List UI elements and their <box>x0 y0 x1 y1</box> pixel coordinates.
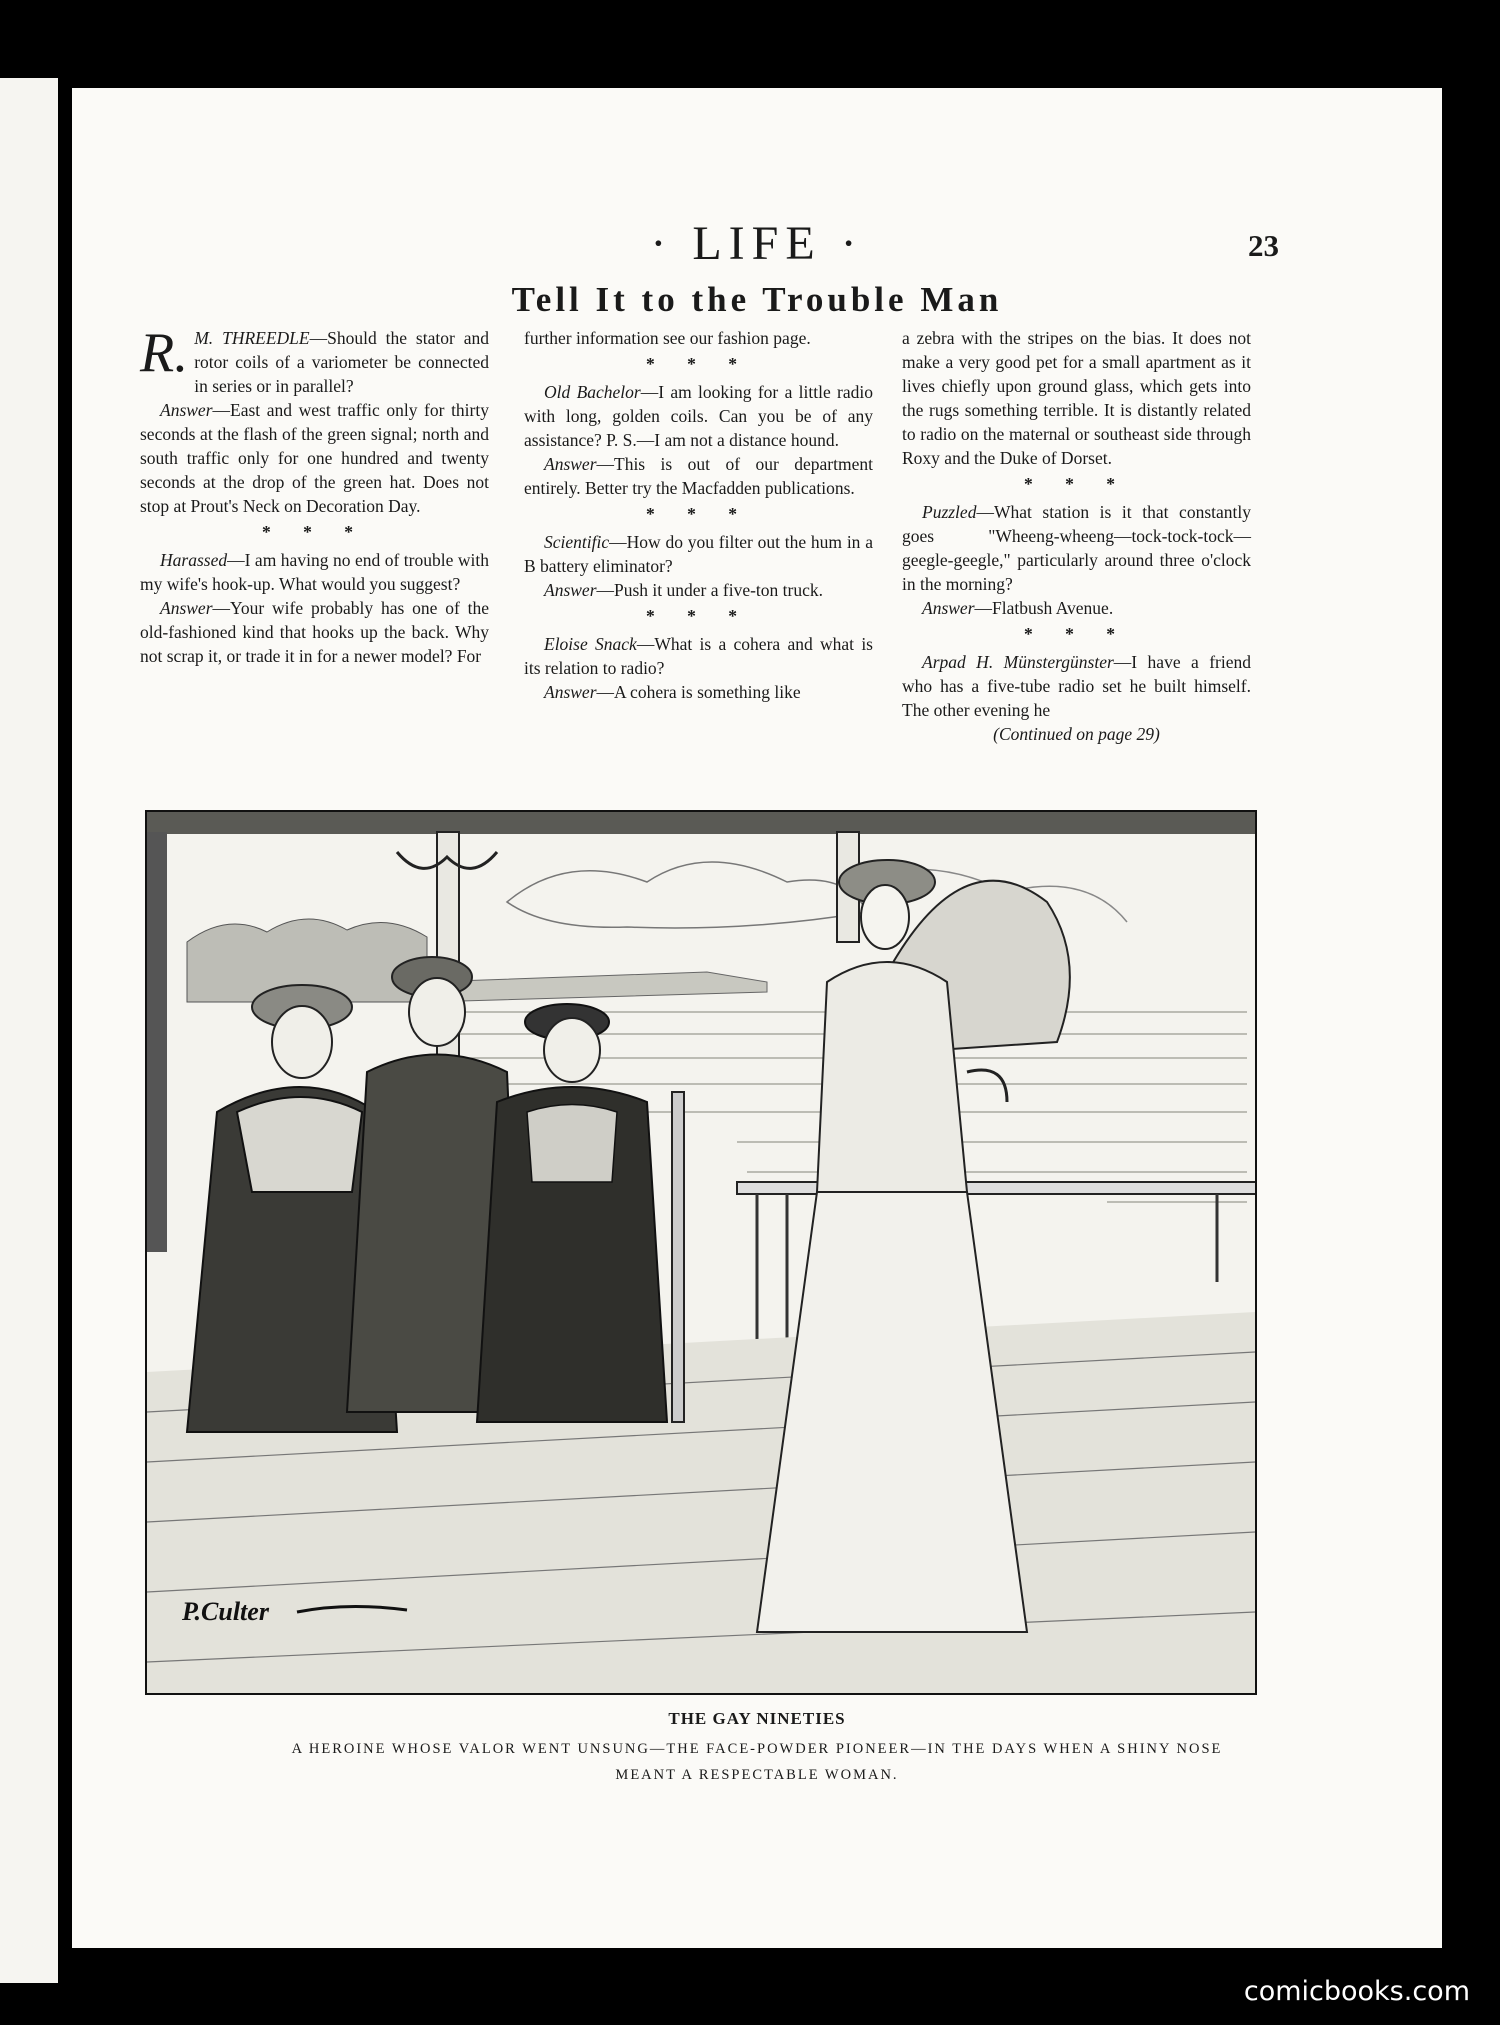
answer-paragraph: Answer—A cohera is something like <box>544 682 801 702</box>
artist-signature: P.Culter <box>182 1597 269 1626</box>
illustration-drawing <box>147 812 1255 1693</box>
magazine-title: · LIFE · <box>650 217 864 270</box>
page-number: 23 <box>1248 228 1279 263</box>
answer-paragraph: Answer—This is out of our department entirely. Better try the Macfadden publications. <box>524 454 873 498</box>
drop-cap: R. <box>140 322 189 384</box>
magazine-page <box>72 88 1442 1948</box>
continued-paragraph: a zebra with the stripes on the bias. It does not make a very good pet for a small apartment as it lives chiefly upon ground glass, which gets into the rugs something terrible. It is distantly related to radio on the maternal or southeast side through Roxy and the Duke of Dorset. <box>902 328 1251 468</box>
question-scientific: Scientific—How do you filter out the hum in a B battery eliminator? <box>524 532 873 576</box>
answer-paragraph: Answer—East and west traffic only for thirty seconds at the flash of the green signal; north and south traffic only for one hundred and twenty seconds at the drop of the green hat. Does not stop at Prout's Neck on Decoration Day. <box>140 400 489 516</box>
section-divider: * * * <box>646 504 751 524</box>
question-old-bachelor: Old Bachelor—I am looking for a little radio with long, golden coils. Can you be of any assistance? P. S.—I am not a distance hound. <box>524 382 873 450</box>
watermark: comicbooks.com <box>1243 1976 1470 2007</box>
article-column-3 <box>902 326 1251 746</box>
question-munstergunster: Arpad H. Münstergünster—I have a friend who has a five-tube radio set he built himself. The other evening he <box>902 652 1251 720</box>
section-divider: * * * <box>1024 474 1129 494</box>
section-divider: * * * <box>1024 624 1129 644</box>
article-title: Tell It to the Trouble Man <box>511 280 1003 319</box>
question-puzzled: Puzzled—What station is it that constantly goes "Wheeng-wheeng—tock-tock-tock—geegle-geegle," particularly around three o'clock in the morning? <box>902 502 1251 594</box>
adjacent-page-edge <box>0 78 58 1983</box>
section-divider: * * * <box>646 606 751 626</box>
answer-paragraph: Answer—Push it under a five-ton truck. <box>544 580 823 600</box>
section-divider: * * * <box>646 354 751 374</box>
question-harassed: Harassed—I am having no end of trouble with my wife's hook-up. What would you suggest? <box>140 550 489 594</box>
caption-title: THE GAY NINETIES <box>668 1709 846 1728</box>
question-eloise-snack: Eloise Snack—What is a cohera and what is its relation to radio? <box>524 634 873 678</box>
continued-paragraph: further information see our fashion page. <box>524 328 811 348</box>
article-column-1 <box>140 322 490 668</box>
question-threedle: R. M. THREEDLE—Should the stator and rotor coils of a variometer be connected in series or in parallel? <box>140 322 490 396</box>
answer-paragraph: Answer—Flatbush Avenue. <box>922 598 1114 618</box>
cartoon-illustration <box>145 810 1257 1695</box>
answer-paragraph: Answer—Your wife probably has one of the old-fashioned kind that hooks up the back. Why not scrap it, or trade it in for a newer model? For <box>140 598 489 666</box>
continued-note: (Continued on page 29) <box>993 724 1160 744</box>
article-column-2 <box>524 326 873 704</box>
caption-text: A HEROINE WHOSE VALOR WENT UNSUNG—THE FACE-POWDER PIONEER—IN THE DAYS WHEN A SHINY NOSE MEANT A RESPECTABLE WOMAN. <box>291 1741 1223 1783</box>
section-divider: * * * <box>262 522 367 542</box>
